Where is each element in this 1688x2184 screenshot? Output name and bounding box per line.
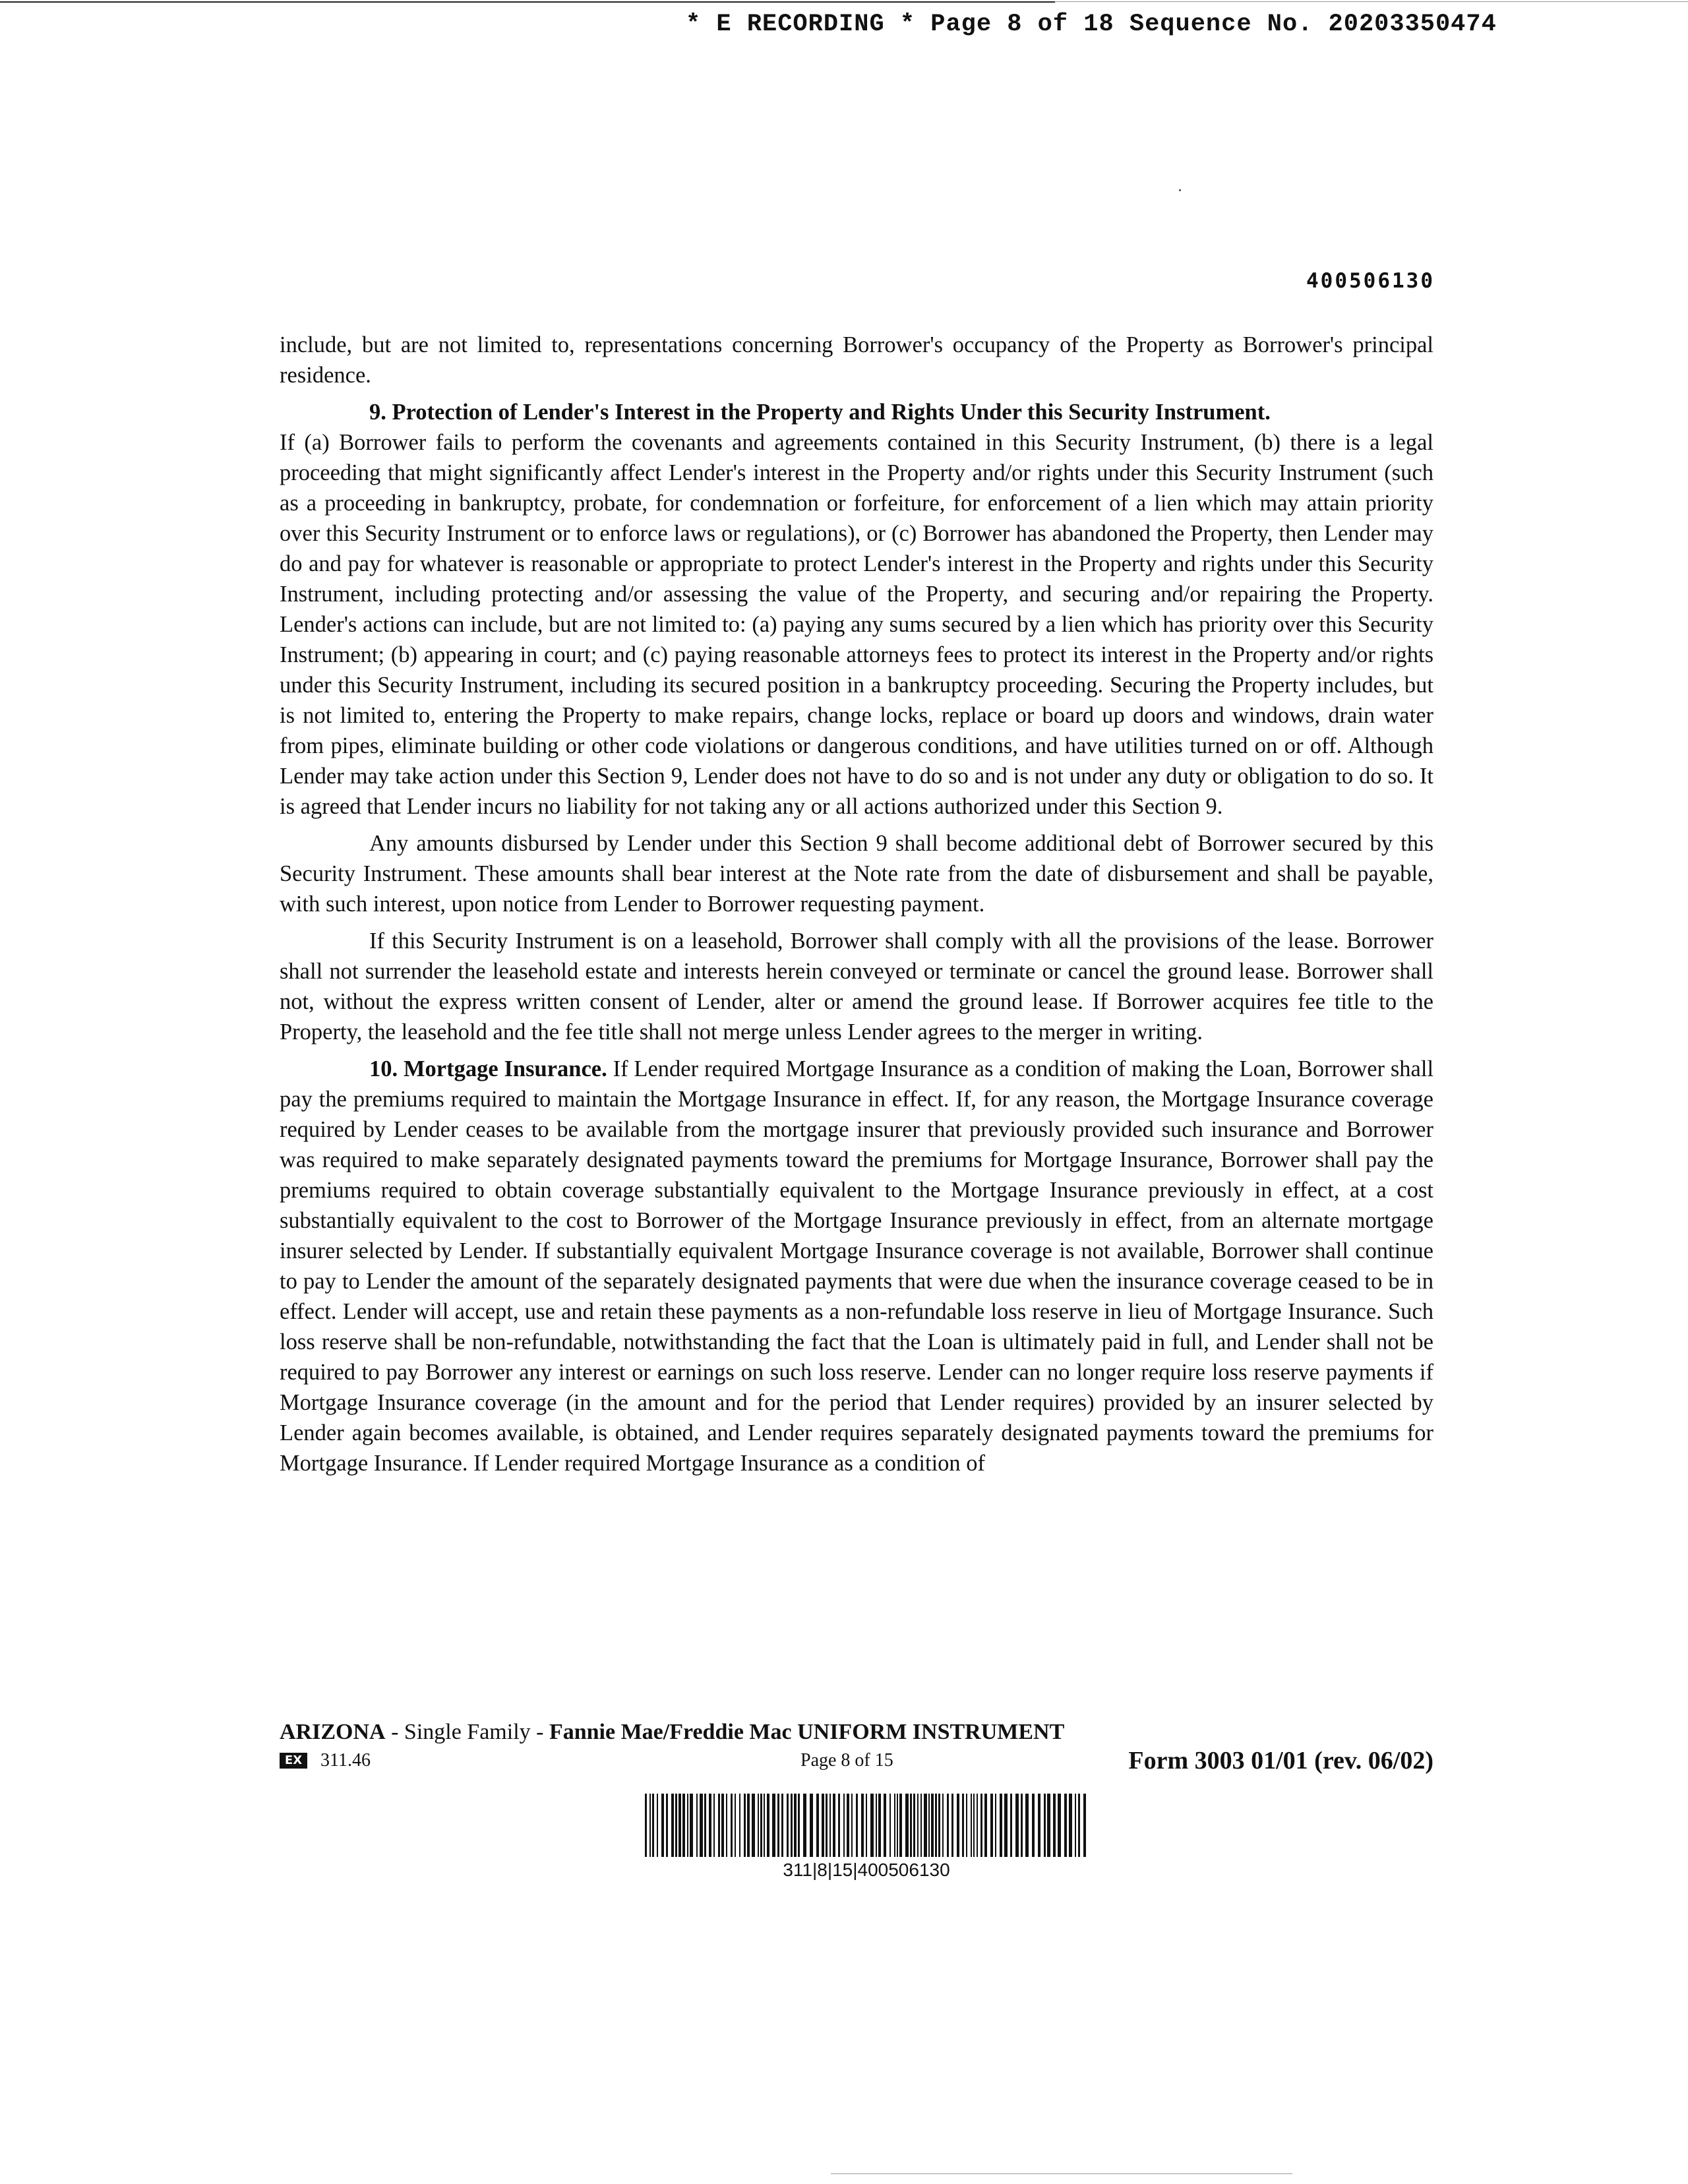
barcode-bar <box>704 1794 706 1857</box>
barcode-bar <box>920 1794 922 1857</box>
barcode-bar <box>739 1794 740 1857</box>
form-code: 311.46 <box>320 1750 371 1771</box>
footer-state: ARIZONA <box>280 1720 386 1744</box>
barcode-bar <box>829 1794 831 1857</box>
section-9 <box>280 397 1433 822</box>
barcode-bar <box>1083 1794 1086 1857</box>
barcode-bar <box>767 1794 769 1857</box>
barcode-bar <box>913 1794 915 1857</box>
barcode-icon <box>645 1794 1088 1857</box>
footer-instrument: Fannie Mae/Freddie Mac UNIFORM INSTRUMENT <box>549 1720 1065 1744</box>
barcode-bar <box>1053 1794 1056 1857</box>
barcode-bar <box>772 1794 775 1857</box>
paragraph-continuation: include, but are not limited to, representations concerning Borrower's occupancy of the Property as Borrower's principal residence. <box>280 332 1433 388</box>
barcode-bar <box>721 1794 724 1857</box>
loan-number: 400506130 <box>1306 269 1435 293</box>
barcode-bar <box>899 1794 902 1857</box>
barcode-bar <box>1004 1794 1008 1857</box>
barcode-bar <box>931 1794 934 1857</box>
barcode-bar <box>803 1794 806 1857</box>
scan-speck <box>1179 189 1181 191</box>
barcode-bar <box>661 1794 664 1857</box>
barcode-bar <box>838 1794 840 1857</box>
barcode-bar <box>1058 1794 1061 1857</box>
barcode-bar <box>984 1794 987 1857</box>
barcode-bar <box>951 1794 953 1857</box>
barcode-bar <box>671 1794 674 1857</box>
barcode-bar <box>764 1794 765 1857</box>
barcode-bar <box>1047 1794 1050 1857</box>
barcode-bar <box>966 1794 967 1857</box>
ex-logo-icon: EX <box>280 1753 307 1769</box>
barcode-bar <box>758 1794 759 1857</box>
barcode-bar <box>847 1794 849 1857</box>
barcode-bar <box>709 1794 711 1857</box>
bottom-border-line <box>831 2173 1292 2174</box>
barcode-bar <box>791 1794 793 1857</box>
barcode-bar <box>666 1794 668 1857</box>
footer-row <box>280 1749 1433 1782</box>
footer-family: Single Family <box>404 1720 531 1744</box>
barcode-bar <box>816 1794 819 1857</box>
barcode-bar <box>957 1794 959 1857</box>
barcode-bar <box>657 1794 658 1857</box>
barcode-bar <box>781 1794 783 1857</box>
barcode-bar <box>928 1794 930 1857</box>
barcode-bar <box>675 1794 677 1857</box>
barcode-bar <box>938 1794 940 1857</box>
barcode-bar <box>752 1794 755 1857</box>
section-9-heading: 9. Protection of Lender's Interest in the Property and Rights Under this Security Instrument. <box>369 400 1271 425</box>
barcode-bar <box>690 1794 693 1857</box>
barcode-bar <box>878 1794 881 1857</box>
barcode-bar <box>794 1794 797 1857</box>
barcode-bar <box>870 1794 874 1857</box>
barcode-bar <box>747 1794 750 1857</box>
section-10-heading: 10. Mortgage Insurance. <box>369 1056 607 1081</box>
barcode-bar <box>678 1794 681 1857</box>
barcode-bar <box>1069 1794 1072 1857</box>
top-border-line <box>0 1 1055 3</box>
barcode-bar <box>787 1794 789 1857</box>
barcode-bar <box>687 1794 688 1857</box>
barcode-bar <box>947 1794 949 1857</box>
barcode-bar <box>718 1794 720 1857</box>
barcode-bar <box>760 1794 762 1857</box>
barcode-bar <box>735 1794 736 1857</box>
section-9-text: If (a) Borrower fails to perform the covenants and agreements contained in this Security Instrument, (b) there is a legal proceeding that might significantly affect Lender's interest in the Property and/or rights under this Security Instrument (such as a proceeding in bankruptcy, probate, for condemnation or forfeiture, for enforcement of a lien which may attain priority over this Security Instrument or to enforce laws or regulations), or (c) Borrower has abandoned the Property, then Lender may do and pay for whatever is reasonable or appropriate to protect Lender's interest in the Property and rights under this Security Instrument, including protecting and/or assessing the value of the Property, and securing and/or repairing the Property. Lender's actions can include, but are not limited to: (a) paying any sums secured by a lien which has priority over this Security Instrument; (b) appearing in court; and (c) paying reasonable attorneys fees to protect its interest in the Property and/or rights under this Security Instrument, including its secured position in a bankruptcy proceeding. Securing the Property includes, but is not limited to, entering the Property to make repairs, change locks, replace or board up doors and windows, drain water from pipes, eliminate building or other code violations or dangerous conditions, and have utilities turned on or off. Although Lender may take action under this Section 9, Lender does not have to do so and is not under any duty or obligation to do so. It is agreed that Lender incurs no liability for not taking any or all actions authorized under this Section 9. <box>280 430 1433 819</box>
barcode-bar <box>851 1794 853 1857</box>
footer-separator: - <box>530 1720 549 1744</box>
barcode-bar <box>652 1794 654 1857</box>
barcode-bar <box>649 1794 651 1857</box>
section-10-text: If Lender required Mortgage Insurance as a condition of making the Loan, Borrower shall pay the premiums required to maintain the Mortgage Insurance in effect. If, for any reason, the Mortgage Insurance coverage required by Lender ceases to be available from the mortgage insurer that previously provided such insurance and Borrower was required to make separately designated payments toward the premiums for Mortgage Insurance, Borrower shall pay the premiums required to obtain coverage substantially equivalent to the Mortgage Insurance previously in effect, at a cost substantially equivalent to the cost to Borrower of the Mortgage Insurance previously in effect, from an alternate mortgage insurer selected by Lender. If substantially equivalent Mortgage Insurance coverage is not available, Borrower shall continue to pay to Lender the amount of the separately designated payments that were due when the insurance coverage ceased to be in effect. Lender will accept, use and retain these payments as a non-refundable loss reserve in lieu of Mortgage Insurance. Such loss reserve shall be non-refundable, notwithstanding the fact that the Loan is ultimately paid in full, and Lender shall not be required to pay Borrower any interest or earnings on such loss reserve. Lender can no longer require loss reserve payments if Mortgage Insurance coverage (in the amount and for the period that Lender requires) provided by an insurer selected by Lender again becomes available, is obtained, and Lender requires separately designated payments toward the premiums for Mortgage Insurance. If Lender required Mortgage Insurance as a condition of <box>280 1056 1434 1476</box>
top-border-line-faint <box>1055 1 1688 2</box>
barcode-bar <box>935 1794 937 1857</box>
barcode-bar <box>810 1794 813 1857</box>
barcode-bar <box>910 1794 912 1857</box>
section-10 <box>280 1054 1433 1478</box>
barcode-bar <box>856 1794 858 1857</box>
barcode-bar <box>942 1794 944 1857</box>
barcode-bar <box>744 1794 746 1857</box>
barcode-bar <box>971 1794 972 1857</box>
barcode-bar <box>822 1794 824 1857</box>
barcode-bar <box>889 1794 891 1857</box>
barcode-bar <box>731 1794 733 1857</box>
barcode-bar <box>973 1794 975 1857</box>
barcode-bar <box>1044 1794 1046 1857</box>
barcode-bar <box>1064 1794 1067 1857</box>
form-id: Form 3003 01/01 (rev. 06/02) <box>1128 1747 1433 1774</box>
barcode-bar <box>861 1794 864 1857</box>
barcode-bar <box>843 1794 845 1857</box>
barcode-bar <box>977 1794 978 1857</box>
barcode-bar <box>876 1794 877 1857</box>
barcode-bar <box>1032 1794 1035 1857</box>
barcode-bar <box>995 1794 996 1857</box>
barcode-bar <box>798 1794 800 1857</box>
barcode-bar <box>1038 1794 1040 1857</box>
barcode-bar <box>894 1794 895 1857</box>
barcode-bar <box>645 1794 647 1857</box>
barcode-bar <box>1078 1794 1080 1857</box>
barcode-bar <box>980 1794 982 1857</box>
barcode-bar <box>924 1794 927 1857</box>
barcode-bar <box>726 1794 727 1857</box>
barcode-bar <box>884 1794 886 1857</box>
barcode-bar <box>696 1794 698 1857</box>
recording-stamp: * E RECORDING * Page 8 of 18 Sequence No. 20203350474 <box>686 11 1497 38</box>
barcode-bar <box>1000 1794 1002 1857</box>
barcode-bar <box>962 1794 964 1857</box>
barcode-bar <box>1025 1794 1029 1857</box>
barcode-bar <box>897 1794 898 1857</box>
barcode-bar <box>833 1794 835 1857</box>
footer-separator: - <box>385 1720 404 1744</box>
document-body <box>280 330 1433 1485</box>
page-indicator: Page 8 of 15 <box>800 1750 893 1771</box>
barcode-bar <box>777 1794 779 1857</box>
section-9-paragraph-3: If this Security Instrument is on a leasehold, Borrower shall comply with all the provisions of the lease. Borrower shall not surrender the leasehold estate and interests herein conveyed or terminate or cancel the ground lease. Borrower shall not, without the express written consent of Lender, alter or amend the ground lease. If Borrower acquires fee title to the Property, the leasehold and the fee title shall not merge unless Lender agrees to the merger in writing. <box>280 928 1433 1045</box>
barcode-bar <box>1075 1794 1076 1857</box>
barcode-bar <box>1010 1794 1012 1857</box>
barcode-bar <box>990 1794 993 1857</box>
barcode-bar <box>905 1794 909 1857</box>
footer-title <box>280 1720 1433 1745</box>
barcode-bar <box>700 1794 703 1857</box>
barcode-text: 311|8|15|400506130 <box>783 1860 950 1880</box>
barcode-bar <box>826 1794 828 1857</box>
barcode-bar <box>1015 1794 1019 1857</box>
section-9-paragraph-2: Any amounts disbursed by Lender under this Section 9 shall become additional debt of Borrower secured by this Security Instrument. These amounts shall bear interest at the Note rate from the date of disbursement and shall be payable, with such interest, upon notice from Lender to Borrower requesting payment. <box>280 831 1433 917</box>
barcode-bar <box>1021 1794 1023 1857</box>
barcode-bar <box>713 1794 715 1857</box>
barcode-bar <box>682 1794 685 1857</box>
barcode-bar <box>917 1794 919 1857</box>
barcode-bar <box>866 1794 867 1857</box>
